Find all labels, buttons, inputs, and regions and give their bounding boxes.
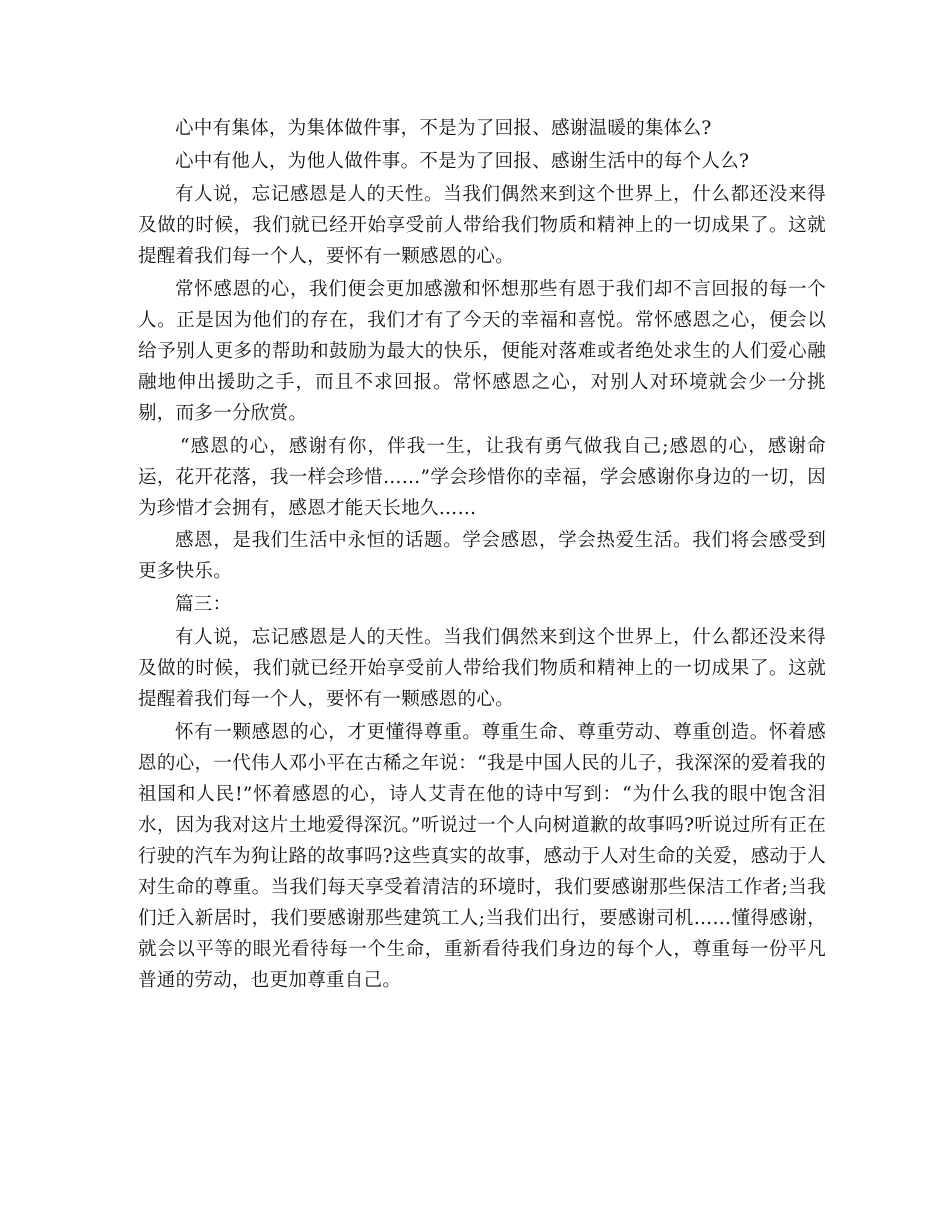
paragraph-forget-gratitude-repeat: 有人说，忘记感恩是人的天性。当我们偶然来到这个世界上，什么都还没来得及做的时候，我们就已经开始享受前人带给我们物质和精神上的一切成果了。这就提醒着我们每一个人，要怀有一颗感恩的心。 (138, 627, 826, 711)
paragraph-grateful-heart: 常怀感恩的心，我们便会更加感激和怀想那些有恩于我们却不言回报的每一个人。正是因为他们的存在，我们才有了今天的幸福和喜悦。常怀感恩之心，便会以给予别人更多的帮助和鼓励为最大的快乐，便能对落难或者绝处求生的人们爱心融融地伸出援助之手，而且不求回报。常怀感恩之心，对别人对环境就会少一分挑剔，而多一分欣赏。 (138, 278, 826, 424)
document-body (138, 113, 826, 998)
section-heading-part-three: 篇三： (175, 594, 232, 616)
paragraph-song-quote: “感恩的心，感谢有你，伴我一生，让我有勇气做我自己;感恩的心，感谢命运，花开花落，我一样会珍惜……”学会珍惜你的幸福，学会感谢你身边的一切，因为珍惜才会拥有，感恩才能天长地久…… (138, 435, 826, 519)
paragraph-forget-gratitude: 有人说，忘记感恩是人的天性。当我们偶然来到这个世界上，什么都还没来得及做的时候，我们就已经开始享受前人带给我们物质和精神上的一切成果了。这就提醒着我们每一个人，要怀有一颗感恩的心。 (138, 183, 826, 267)
paragraph-collective: 心中有集体，为集体做件事，不是为了回报、感谢温暖的集体么? (175, 118, 712, 139)
paragraph-respect: 怀有一颗感恩的心，才更懂得尊重。尊重生命、尊重劳动、尊重创造。怀着感恩的心，一代伟人邓小平在古稀之年说：“我是中国人民的儿子，我深深的爱着我的祖国和人民!”怀着感恩的心，诗人艾青在他的诗中写到：“为什么我的眼中饱含泪水，因为我对这片土地爱得深沉。”听说过一个人向树道歉的故事吗?听说过所有正在行驶的汽车为狗让路的故事吗?这些真实的故事，感动于人对生命的关爱，感动于人对生命的尊重。当我们每天享受着清洁的环境时，我们要感谢那些保洁工作者;当我们迁入新居时，我们要感谢那些建筑工人;当我们出行，要感谢司机……懂得感谢，就会以平等的眼光看待每一个生命，重新看待我们身边的每个人，尊重每一份平凡普通的劳动，也更加尊重自己。 (138, 722, 826, 992)
paragraph-eternal-topic: 感恩，是我们生活中永恒的话题。学会感恩，学会热爱生活。我们将会感受到更多快乐。 (138, 530, 826, 583)
paragraph-others: 心中有他人，为他人做件事。不是为了回报、感谢生活中的每个人么? (175, 150, 750, 172)
